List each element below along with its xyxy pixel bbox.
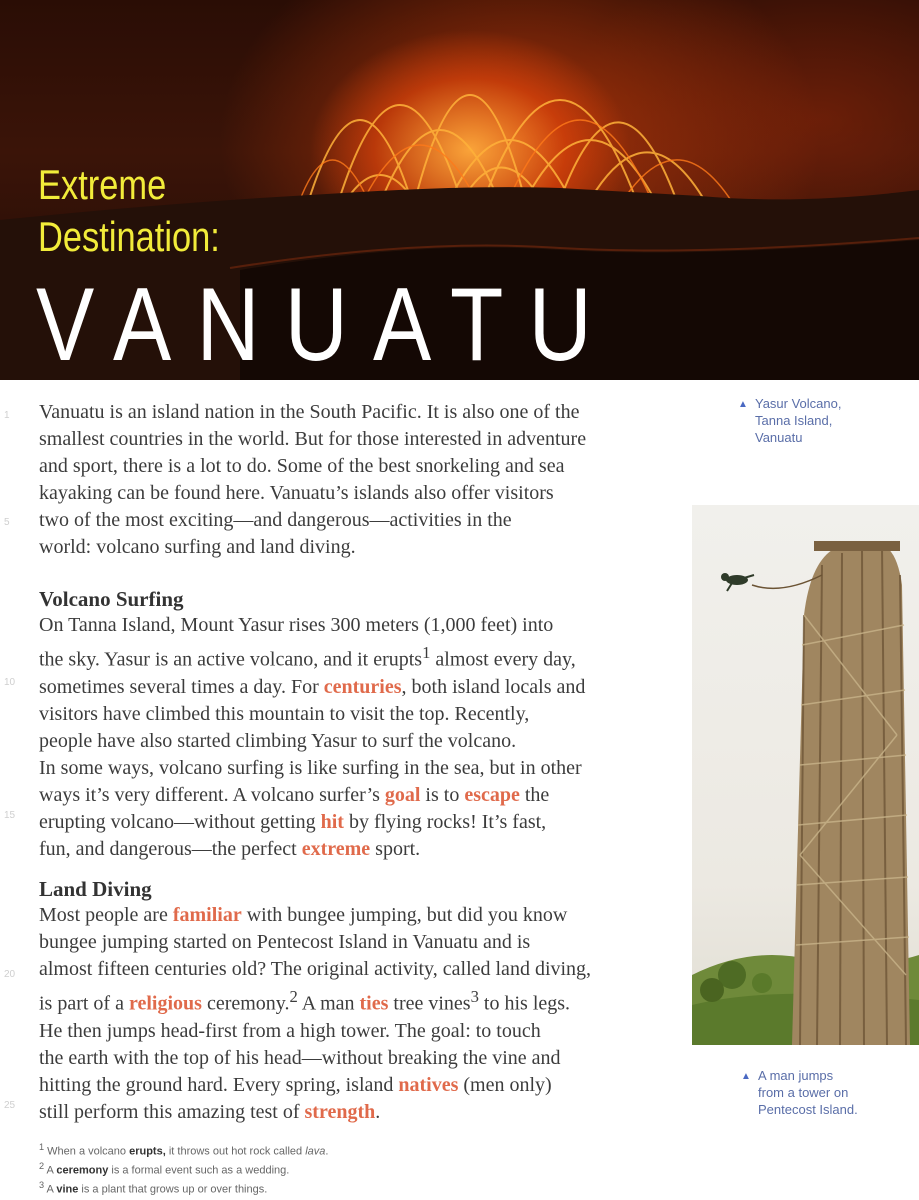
text-line: fun, and dangerous—the perfect extreme sport. [39, 837, 421, 860]
vocab-word: religious [128, 992, 202, 1015]
vocab-word: centuries [323, 675, 402, 698]
hero-image [0, 0, 919, 380]
hero-title-line-1: Extreme [38, 161, 167, 208]
tower-image [692, 505, 919, 1045]
footnote: $^3$ A vine is a plant that grows up or over things. [39, 1180, 268, 1196]
line-number: 10 [4, 677, 16, 688]
vocab-word: extreme [301, 837, 371, 860]
hero-title-line-2: Destination: [38, 213, 220, 260]
text-line: erupting volcano—without getting hit by flying rocks! It’s fast, [39, 810, 547, 833]
vocab-word: escape [464, 783, 520, 806]
footnote: $^1$ When a volcano erupts, it throws out hot rock called lava. [39, 1142, 329, 1158]
text-line: Vanuatu is an island nation in the South Pacific. It is also one of the [39, 401, 580, 423]
text-line: world: volcano surfing and land diving. [39, 536, 356, 558]
line-number: 15 [4, 810, 16, 821]
vocab-word: ties [359, 992, 389, 1015]
land-diving-paragraph [39, 902, 694, 1126]
text-line: He then jumps head-first from a high tower. The goal: to touch [39, 1019, 541, 1042]
text-line: In some ways, volcano surfing is like surfing in the sea, but in other [39, 756, 582, 779]
hero-title-country: VANUATU [36, 267, 617, 380]
text-line: bungee jumping started on Pentecost Island in Vanuatu and is [39, 931, 531, 953]
footnote-ref: 2 [289, 987, 298, 1006]
footnote: $^2$ A ceremony is a formal event such as a wedding. [39, 1161, 290, 1177]
text-line: visitors have climbed this mountain to visit the top. Recently, [39, 702, 530, 725]
line-number: 5 [4, 517, 10, 528]
text-line: the earth with the top of his head—without breaking the vine and [39, 1046, 561, 1069]
vocab-word: hit [320, 810, 344, 833]
line-number: 20 [4, 969, 16, 980]
text-line: almost fifteen centuries old? The original activity, called land diving, [39, 958, 592, 980]
intro-paragraph [39, 399, 694, 561]
text-line: smallest countries in the world. But for those interested in adventure [39, 428, 587, 450]
text-line: On Tanna Island, Mount Yasur rises 300 meters (1,000 feet) into [39, 614, 554, 636]
section-heading-land-diving: Land Diving [39, 877, 152, 901]
caption-triangle-icon: ▲ [738, 399, 748, 410]
text-line: ways it’s very different. A volcano surfer’s goal is to escape the [39, 783, 550, 806]
text-line: is part of a religious ceremony.$^2$ A man ties tree vines$^3$ to his legs. [39, 987, 571, 1015]
text-line: two of the most exciting—and dangerous—activities in the [39, 509, 512, 531]
line-number: 1 [4, 410, 10, 421]
vocab-word: familiar [172, 904, 242, 926]
text-line: hitting the ground hard. Every spring, island natives (men only) [39, 1073, 552, 1096]
caption-triangle-icon: ▲ [741, 1071, 751, 1082]
text-line: the sky. Yasur is an active volcano, and it erupts$^1$ almost every day, [39, 643, 576, 671]
volcano-surfing-paragraph [39, 612, 694, 863]
caption-tower: ▲ A man jumps from a tower on Pentecost Island. [741, 1068, 858, 1117]
line-number: 25 [4, 1100, 16, 1111]
land-diving-tower-illustration [692, 505, 919, 1045]
text-line: sometimes several times a day. For centuries, both island locals and [39, 675, 586, 698]
text-line: people have also started climbing Yasur to surf the volcano. [39, 729, 517, 752]
vocab-word: strength [304, 1100, 376, 1123]
text-line: and sport, there is a lot to do. Some of the best snorkeling and sea [39, 455, 565, 477]
text-line: Most people are familiar with bungee jumping, but did you know [39, 904, 568, 926]
footnote-ref: 1 [422, 643, 431, 662]
vocab-word: natives [398, 1073, 459, 1096]
section-heading-volcano-surfing: Volcano Surfing [39, 587, 184, 611]
footnote-ref: 3 [470, 987, 479, 1006]
vocab-word: goal [384, 783, 421, 806]
text-line: kayaking can be found here. Vanuatu’s islands also offer visitors [39, 482, 554, 504]
caption-volcano: ▲ Yasur Volcano, Tanna Island, Vanuatu [738, 396, 842, 445]
text-line: still perform this amazing test of strength. [39, 1100, 381, 1123]
